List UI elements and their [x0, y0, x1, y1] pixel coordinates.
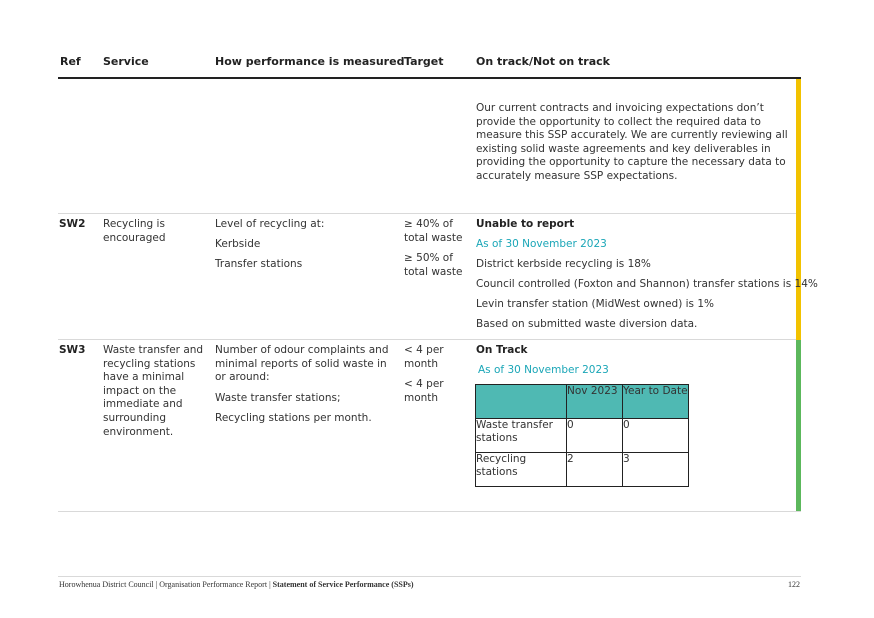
col-header-status: On track/Not on track [476, 55, 610, 68]
status-line: Council controlled (Foxton and Shannon) transfer stations is 14% [476, 278, 818, 290]
row-service: Waste transfer and recycling stations have a minimal impact on the immediate and surrounding environment. [103, 344, 204, 438]
table-cell: 3 [623, 453, 689, 487]
measure-line: Level of recycling at: [215, 218, 325, 230]
status-bar-sw3 [796, 340, 801, 511]
status-title: On Track [476, 344, 528, 356]
status-title: Unable to report [476, 218, 575, 230]
continuation-text: Our current contracts and invoicing expectations don’t provide the opportunity to collect the required data to measure this SSP accurately. We are currently reviewing all existing solid waste agreements and key deliverables in providing the opportunity to capture the necessary data to accurately measure SSP expectations. [476, 102, 788, 182]
target-value: ≥ 50% of total waste [404, 252, 463, 278]
status-line: Based on submitted waste diversion data. [476, 318, 698, 330]
measure-line: Number of odour complaints and minimal reports of solid waste in or around: [215, 344, 389, 384]
row-divider [58, 213, 796, 214]
footer-section: Statement of Service Performance (SSPs) [272, 580, 414, 589]
footer-text [59, 580, 414, 589]
status-line: Levin transfer station (MidWest owned) is 1% [476, 298, 715, 310]
footer-rule [58, 576, 801, 577]
row-divider [58, 339, 796, 340]
table-header-cell: Year to Date [623, 385, 689, 419]
status-bar-sw2 [796, 79, 801, 340]
table-cell: Waste transfer stations [476, 419, 567, 453]
results-table [475, 384, 689, 487]
footer-org: Horowhenua District Council | Organisation Performance Report | [59, 580, 273, 589]
table-row [476, 419, 689, 453]
as-of-date: As of 30 November 2023 [476, 238, 607, 250]
measure-line: Kerbside [215, 238, 261, 250]
col-header-target: Target [404, 55, 444, 68]
table-header-cell [476, 385, 567, 419]
page-number: 122 [788, 580, 800, 589]
row-service: Recycling is encouraged [103, 218, 166, 244]
measure-line: Waste transfer stations; [215, 392, 341, 404]
row-ref: SW3 [59, 344, 86, 356]
target-value: < 4 per month [404, 378, 444, 404]
col-header-measure: How performance is measured [215, 55, 405, 68]
table-cell: 0 [567, 419, 623, 453]
measure-line: Transfer stations [215, 258, 303, 270]
col-header-ref: Ref [60, 55, 81, 68]
target-value: ≥ 40% of total waste [404, 218, 463, 244]
col-header-service: Service [103, 55, 149, 68]
header-rule [58, 77, 801, 79]
table-header-row [476, 385, 689, 419]
table-header-cell: Nov 2023 [567, 385, 623, 419]
status-line: District kerbside recycling is 18% [476, 258, 651, 270]
table-bottom-rule [58, 511, 801, 512]
table-cell: 2 [567, 453, 623, 487]
row-ref: SW2 [59, 218, 86, 230]
table-cell: 0 [623, 419, 689, 453]
as-of-date: As of 30 November 2023 [478, 364, 609, 376]
table-row [476, 453, 689, 487]
target-value: < 4 per month [404, 344, 444, 370]
table-cell: Recycling stations [476, 453, 567, 487]
measure-line: Recycling stations per month. [215, 412, 372, 424]
